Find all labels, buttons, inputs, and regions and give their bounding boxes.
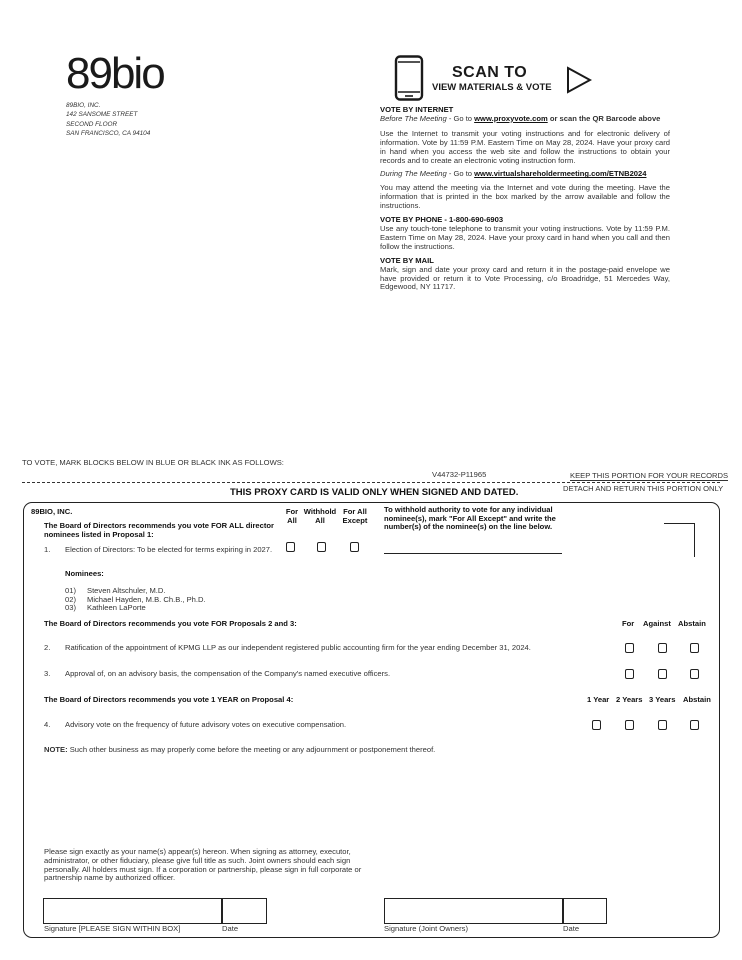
- proposal-1-number: 1.: [44, 545, 51, 554]
- nominee-number: 02): [65, 595, 76, 604]
- joint-signature-date-box[interactable]: [562, 898, 607, 924]
- proposal-2-number: 2.: [44, 643, 51, 652]
- col-header-abstain-4: Abstain: [683, 695, 711, 704]
- proposal-2-text: Ratification of the appointment of KPMG LLP as our independent registered public accounting firm for the year ending December 31, 2024.: [65, 643, 531, 652]
- withhold-instructions: To withhold authority to vote for any individual nominee(s), mark "For All Except" and write the number(s) of the nominee(s) on the line below.: [384, 505, 556, 531]
- note-text: Such other business as may properly come before the meeting or any adjournment or postponement thereof.: [67, 745, 436, 754]
- col-header-for: For: [622, 619, 635, 628]
- nominees-label: Nominees:: [65, 569, 104, 578]
- proposal-4-text: Advisory vote on the frequency of future advisory votes on executive compensation.: [65, 720, 347, 729]
- proposal-4-abstain-checkbox[interactable]: [690, 720, 699, 730]
- ink-instruction: TO VOTE, MARK BLOCKS BELOW IN BLUE OR BLACK INK AS FOLLOWS:: [22, 458, 284, 467]
- proposal-2-abstain-checkbox[interactable]: [690, 643, 699, 653]
- address-line: SECOND FLOOR: [66, 120, 118, 128]
- mail-heading: VOTE BY MAIL: [380, 255, 434, 265]
- col-header-abstain: Abstain: [678, 619, 706, 628]
- proposal-3-abstain-checkbox[interactable]: [690, 669, 699, 679]
- joint-signature-date-label: Date: [563, 924, 580, 933]
- proposal-4-3-years-checkbox[interactable]: [658, 720, 667, 730]
- col-header-line: For: [285, 507, 299, 516]
- company-address: [66, 101, 150, 138]
- during-meeting-go: - Go to: [446, 169, 475, 179]
- signature-date-box[interactable]: [221, 898, 267, 924]
- nominee-number: 03): [65, 603, 76, 612]
- nominee-number-line[interactable]: [384, 553, 562, 554]
- detach-portion-label: DETACH AND RETURN THIS PORTION ONLY: [563, 484, 724, 493]
- detach-line: [22, 482, 720, 483]
- phone-heading: VOTE BY PHONE - 1-800-690-6903: [380, 215, 504, 225]
- nominee-name: Steven Altschuler, M.D.: [87, 586, 166, 595]
- scan-title: SCAN TO: [452, 64, 528, 81]
- proposal-2-against-checkbox[interactable]: [658, 643, 667, 653]
- company-logo: 89bio: [66, 49, 164, 98]
- smartphone-icon: [394, 55, 424, 101]
- signing-instructions: Please sign exactly as your name(s) appear(s) hereon. When signing as attorney, executor, administrator, or other fiduciary, please give full title as such. Joint owners should each sign personally. All holders must sign. If a corporation or partnership, please sign in full corporate or partnership name by authorized officer.: [44, 847, 362, 883]
- recommendation-proposal-1: The Board of Directors recommends you vote FOR ALL director nominees listed in Proposal 1:: [44, 521, 274, 539]
- meeting-link[interactable]: www.virtualshareholdermeeting.com/ETNB2024: [474, 169, 647, 179]
- during-meeting-label: During The Meeting: [380, 169, 447, 179]
- recommendation-proposals-2-3: The Board of Directors recommends you vote FOR Proposals 2 and 3:: [44, 619, 297, 628]
- before-meeting-tail: or scan the QR Barcode above: [547, 113, 661, 123]
- col-header-for-all-except: [338, 508, 372, 525]
- col-header-3-years: 3 Years: [649, 695, 676, 704]
- address-line: SAN FRANCISCO, CA 94104: [66, 129, 151, 137]
- for-all-except-checkbox[interactable]: [350, 542, 359, 552]
- note: [44, 746, 435, 755]
- voting-instructions: [380, 106, 670, 297]
- card-company-name: 89BIO, INC.: [31, 507, 73, 516]
- proposal-4-1-year-checkbox[interactable]: [592, 720, 601, 730]
- mail-text: Mark, sign and date your proxy card and return it in the postage-paid envelope we have provided or return it to Vote Processing, c/o Broadridge, 51 Mercedes Way, Edgewood, NY 11717.: [380, 264, 670, 292]
- col-header-1-year: 1 Year: [587, 695, 610, 704]
- proposal-4-number: 4.: [44, 720, 51, 729]
- signature-box[interactable]: [43, 898, 223, 924]
- address-line: 142 SANSOME STREET: [66, 111, 138, 119]
- signature-label: Signature [PLEASE SIGN WITHIN BOX]: [44, 924, 181, 933]
- valid-notice: THIS PROXY CARD IS VALID ONLY WHEN SIGNED AND DATED.: [230, 487, 519, 498]
- nominee-row: [65, 603, 146, 613]
- proposal-1-text: Election of Directors: To be elected for terms expiring in 2027.: [65, 545, 273, 554]
- col-header-line: Except: [342, 515, 368, 525]
- col-header-line: For All: [343, 507, 367, 516]
- col-header-against: Against: [643, 619, 671, 628]
- col-header-line: All: [287, 515, 297, 525]
- recommendation-proposal-4: The Board of Directors recommends you vote 1 YEAR on Proposal 4:: [44, 695, 294, 704]
- col-header-withhold-all: [300, 508, 340, 525]
- withhold-all-checkbox[interactable]: [317, 542, 326, 552]
- proposal-4-2-years-checkbox[interactable]: [625, 720, 634, 730]
- nominee-name: Kathleen LaPorte: [87, 603, 146, 612]
- before-meeting-go: - Go to: [446, 113, 475, 123]
- col-header-line: Withhold: [303, 507, 337, 516]
- col-header-line: All: [315, 515, 325, 525]
- phone-text: Use any touch-tone telephone to transmit your voting instructions. Vote by 11:59 P.M. Eastern Time on May 28, 2024. Have your proxy card in hand when you call and then follow the instructions.: [380, 223, 670, 251]
- for-all-checkbox[interactable]: [286, 542, 295, 552]
- control-number: V44732-P11965: [432, 470, 487, 479]
- internet-text: Use the Internet to transmit your voting instructions and for electronic delivery of information. Vote by 11:59 P.M. Eastern Time on May 28, 2024. Have your proxy card in hand when you access the web site and follow the instructions to obtain your records and to create an electronic voting instruction form.: [380, 128, 670, 165]
- nominee-number: 01): [65, 586, 76, 595]
- proposal-3-against-checkbox[interactable]: [658, 669, 667, 679]
- play-arrow-icon: [566, 66, 592, 94]
- proposal-2-for-checkbox[interactable]: [625, 643, 634, 653]
- note-label: NOTE:: [44, 745, 68, 754]
- internet-heading: VOTE BY INTERNET: [380, 105, 454, 114]
- joint-signature-box[interactable]: [384, 898, 564, 924]
- proxyvote-link[interactable]: www.proxyvote.com: [474, 113, 548, 123]
- before-meeting-label: Before The Meeting: [380, 113, 447, 123]
- proposal-3-number: 3.: [44, 669, 51, 678]
- col-header-2-years: 2 Years: [616, 695, 643, 704]
- proposal-3-text: Approval of, on an advisory basis, the compensation of the Company's named executive officers.: [65, 669, 391, 678]
- during-text: You may attend the meeting via the Internet and vote during the meeting. Have the information that is printed in the box marked by the arrow available and follow the instructions.: [380, 183, 670, 211]
- corner-mark: [664, 523, 695, 557]
- joint-signature-label: Signature (Joint Owners): [384, 924, 468, 933]
- proposal-3-for-checkbox[interactable]: [625, 669, 634, 679]
- nominee-name: Michael Hayden, M.B. Ch.B., Ph.D.: [87, 595, 206, 604]
- address-line: 89BIO, INC.: [66, 102, 101, 109]
- signature-date-label: Date: [222, 924, 239, 933]
- keep-portion-label: KEEP THIS PORTION FOR YOUR RECORDS: [570, 471, 729, 480]
- scan-subtitle: VIEW MATERIALS & VOTE: [432, 82, 552, 93]
